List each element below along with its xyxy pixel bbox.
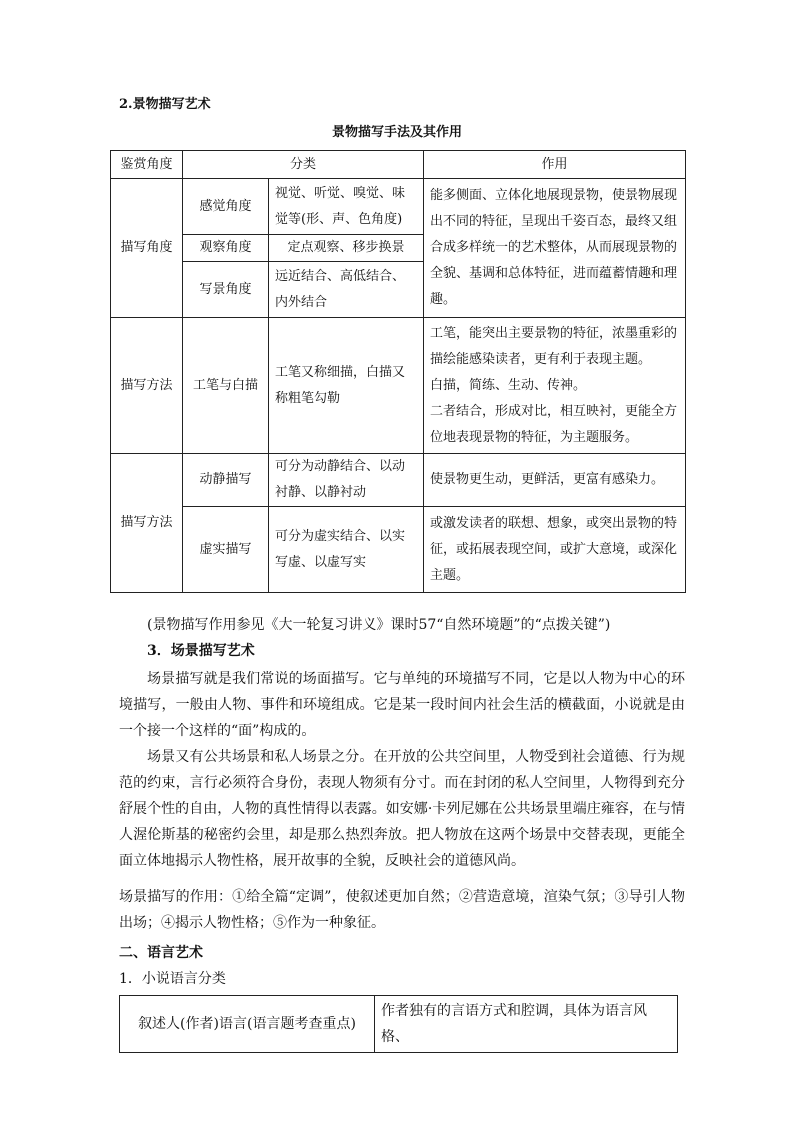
desc-cell: 视觉、听觉、嗅觉、味觉等(形、声、色角度) [269,179,424,235]
sub-label: 动静描写 [183,454,269,507]
effect-cell: 或激发读者的联想、想象，或突出景物的特征，或拓展表现空间，或扩大意境，或深化主题。 [424,507,686,593]
header-cell: 作用 [424,151,686,179]
subheading-language-types: 1．小说语言分类 [119,971,226,987]
sub-label: 虚实描写 [183,507,269,593]
desc-cell: 定点观察、移步换景 [269,235,424,262]
effect-line: 二者结合，形成对比，相互映衬，更能全方位地表现景物的特征，为主题服务。 [430,403,678,445]
section-title-scene: 3．场景描写艺术 [147,643,255,659]
table-row [111,318,686,454]
sub-label: 写景角度 [183,262,269,318]
table-row [120,996,678,1053]
table-row [111,507,686,593]
table-caption: 景物描写手法及其作用 [331,125,462,140]
section-title-scenery: 2.景物描写艺术 [119,97,211,112]
table-row [111,454,686,507]
language-type-cell: 叙述人(作者)语言(语言题考查重点) [120,996,375,1053]
desc-cell: 可分为动静结合、以动衬静、以静衬动 [269,454,424,507]
effect-line: 工笔，能突出主要景物的特征，浓墨重彩的描绘能感染读者，更有利于表现主题。 [430,325,678,367]
reference-note: (景物描写作用参见《大一轮复习讲义》课时57“自然环境题”的“点拨关键”) [147,617,611,633]
language-desc-cell: 作者独有的言语方式和腔调，具体为语言风格、 [375,996,678,1053]
table-row [111,179,686,235]
scenery-table [110,150,686,593]
paragraph: 场景又有公共场景和私人场景之分。在开放的公共空间里，人物受到社会道德、行为规范的约束，言行必须符合身份，表现人物须有分寸。而在封闭的私人空间里，人物得到充分舒展个性的自由，人物的真性情得以表露。如安娜·卡列尼娜在公共场景里端庄雍容，在与情人渥伦斯基的秘密约会里，却是那么热烈奔放。把人物放在这两个场景中交替表现，更能全面立体地揭示人物性格，展开故事的全貌，反映社会的道德风尚。 [119,749,685,869]
group-label: 描写角度 [111,179,183,318]
group-label: 描写方法 [111,454,183,593]
header-cell: 鉴赏角度 [111,151,183,179]
effect-cell: 使景物更生动，更鲜活，更富有感染力。 [424,454,686,507]
effect-cell [424,318,686,454]
paragraph: 场景描写就是我们常说的场面描写。它与单纯的环境描写不同，它是以人物为中心的环境描写，一般由人物、事件和环境组成。它是某一段时间内社会生活的横截面，小说就是由一个接一个这样的“面”构成的。 [119,671,685,739]
sub-label: 观察角度 [183,235,269,262]
desc-cell: 远近结合、高低结合、内外结合 [269,262,424,318]
effect-line: 白描，简练、生动、传神。 [430,377,587,393]
heading-language-art: 二、语言艺术 [119,945,203,961]
paragraph: 场景描写的作用：①给全篇“定调”，使叙述更加自然；②营造意境，渲染气氛；③导引人物出场；④揭示人物性格；⑤作为一种象征。 [119,889,685,931]
effect-cell: 能多侧面、立体化地展现景物，使景物展现出不同的特征，呈现出千姿百态，最终又组合成多样统一的艺术整体，从而展现景物的全貌、基调和总体特征，进而蕴蓄情趣和理趣。 [424,179,686,318]
desc-cell: 工笔又称细描，白描又称粗笔勾勒 [269,318,424,454]
desc-cell: 可分为虚实结合、以实写虚、以虚写实 [269,507,424,593]
sub-label: 工笔与白描 [183,318,269,454]
language-table [119,995,678,1053]
header-cell: 分类 [183,151,424,179]
table-header-row [111,151,686,179]
group-label: 描写方法 [111,318,183,454]
sub-label: 感觉角度 [183,179,269,235]
